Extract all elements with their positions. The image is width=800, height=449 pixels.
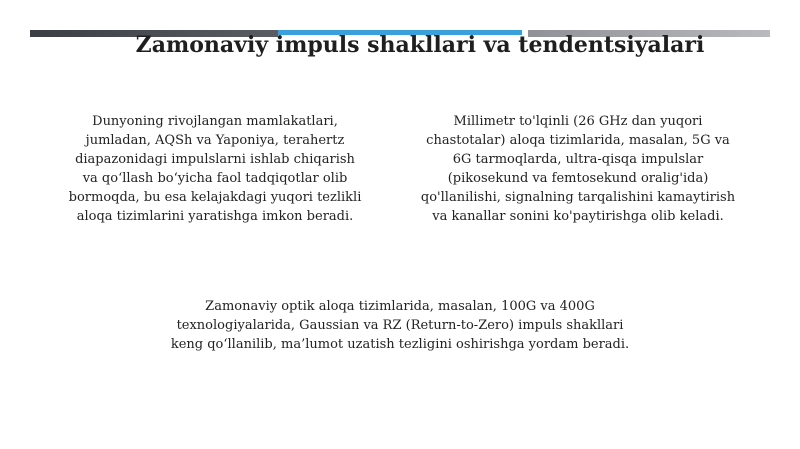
- left-text-line: va qo‘llash bo‘yicha faol tadqiqotlar olib: [82, 171, 348, 186]
- right-text-line: 6G tarmoqlarda, ultra-qisqa impulslar: [452, 152, 704, 167]
- right-text-block: [398, 112, 758, 226]
- left-text-line: diapazonidagi impulslarni ishlab chiqarish: [75, 152, 355, 167]
- right-text-line: qo'llanilishi, signalning tarqalishini kamaytirish: [420, 190, 736, 205]
- slide-title: Zamonaviy impuls shakllari va tendentsiyalari: [135, 32, 705, 58]
- left-text-line: jumladan, AQSh va Yaponiya, terahertz: [85, 133, 345, 148]
- left-text-line: bormoqda, bu esa kelajakdagi yuqori tezlikli: [68, 190, 362, 205]
- bottom-text-block: [100, 297, 700, 354]
- bottom-text-line: Zamonaviy optik aloqa tizimlarida, masalan, 100G va 400G: [205, 299, 595, 314]
- bottom-text-line: keng qo‘llanilib, ma’lumot uzatish tezligini oshirishga yordam beradi.: [170, 337, 630, 352]
- left-text-block: [40, 112, 390, 226]
- left-text-line: Dunyoning rivojlangan mamlakatlari,: [92, 114, 338, 129]
- right-text-line: va kanallar sonini ko'paytirishga olib keladi.: [432, 209, 724, 224]
- left-text-line: aloqa tizimlarini yaratishga imkon beradi.: [76, 209, 354, 224]
- bottom-text-line: texnologiyalarida, Gaussian va RZ (Return-to-Zero) impuls shakllari: [176, 318, 624, 333]
- right-text-line: (pikosekund va femtosekund oralig'ida): [447, 171, 709, 186]
- right-text-line: chastotalar) aloqa tizimlarida, masalan, 5G va: [426, 133, 730, 148]
- right-text-line: Millimetr to'lqinli (26 GHz dan yuqori: [453, 114, 703, 129]
